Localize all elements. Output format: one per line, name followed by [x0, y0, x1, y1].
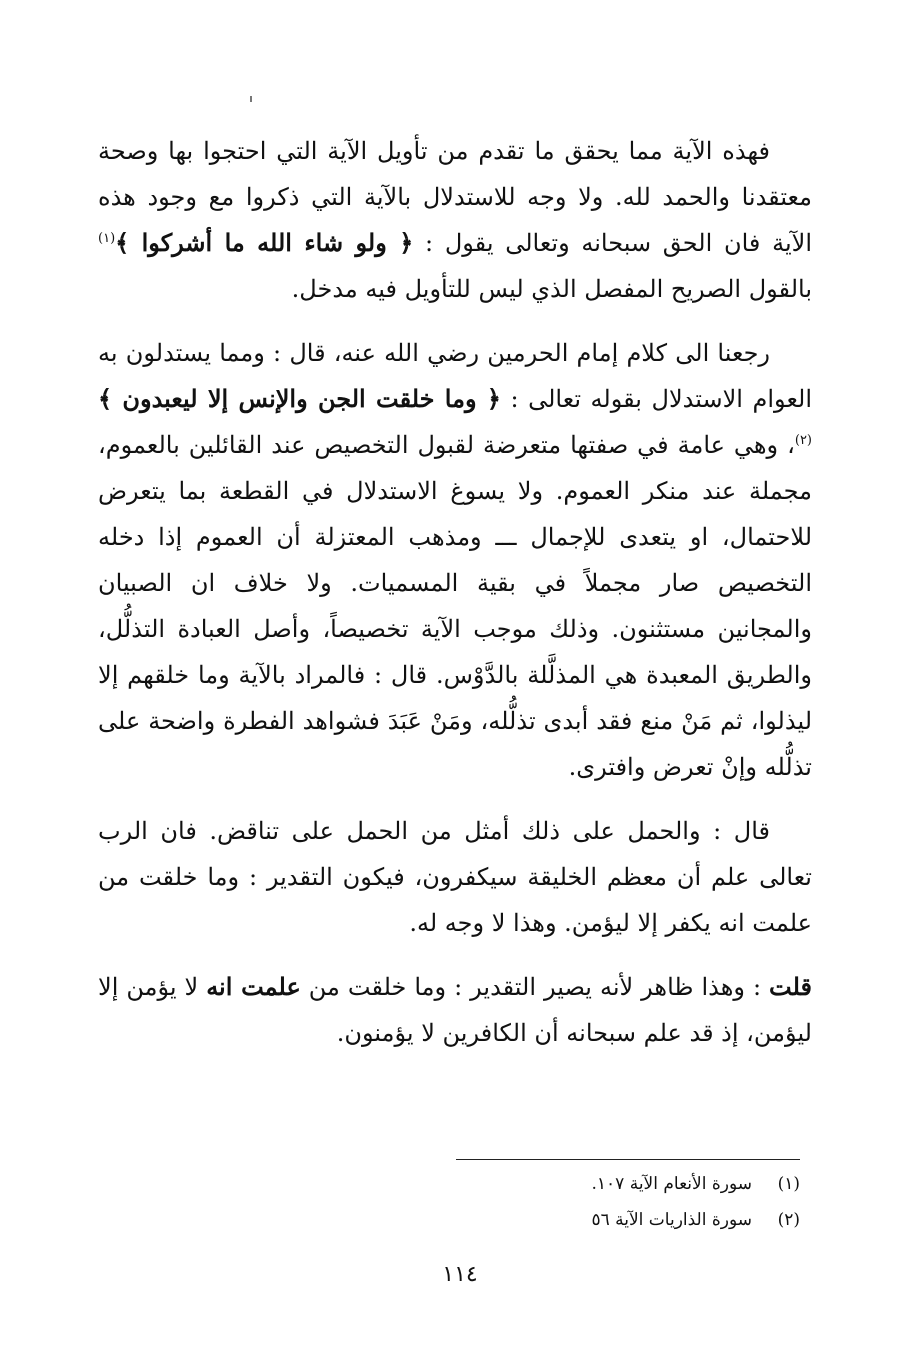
text-run: لا يؤمن إلا ليؤمن، إذ قد علم سبحانه أن الكافرين لا يؤمنون.	[98, 973, 812, 1047]
scan-speck	[250, 96, 252, 102]
footnote-ref: (٢)	[794, 433, 812, 448]
text-run: ، وهي عامة في صفتها متعرضة لقبول التخصيص عند القائلين بالعموم، مجملة عند منكر العموم. ولا يسوغ الاستدلال في القطعة بما يتعرض للاحتمال، او يتعدى للإجمال ـــ ومذهب المعتزلة أن العموم إذا دخله التخصيص صار مجملاً في بقية المسميات. ولا خلاف ان الصبيان والمجانين مستثنون. وذلك موجب الآية تخصيصاً، وأصل العبادة التذلُّل، والطريق المعبدة هي المذلَّلة بالدَّوْس. قال : فالمراد بالآية وما خلقهم إلا ليذلوا، ثم مَنْ منع فقد أبدى تذلُّله، ومَنْ عَبَدَ فشواهد الفطرة واضحة على تذلُّله وإنْ تعرض وافترى.	[98, 431, 812, 781]
emphasized-text: قلت	[769, 972, 812, 1001]
text-run: بالقول الصريح المفصل الذي ليس للتأويل فيه مدخل.	[291, 275, 812, 303]
paragraph	[98, 128, 812, 312]
text-run: قال : والحمل على ذلك أمثل من الحمل على تناقض. فان الرب تعالى علم أن معظم الخليقة سيكفرون، فيكون التقدير : وما خلقت من علمت انه يكفر إلا ليؤمن. وهذا لا وجه له.	[98, 817, 812, 937]
emphasized-text: ﴿ ولو شاء الله ما أشركوا ﴾	[115, 228, 414, 257]
footnote-text: سورة الأنعام الآية ١٠٧.	[591, 1174, 752, 1194]
footnotes	[456, 1166, 800, 1238]
text-run: رجعنا الى كلام إمام الحرمين رضي الله عنه، قال : ومما يستدلون به العوام الاستدلال بقوله تعالى :	[98, 339, 812, 413]
footnote-text: سورة الذاريات الآية ٥٦	[591, 1210, 752, 1230]
footnote-ref: (١)	[98, 231, 116, 246]
emphasized-text: علمت انه	[206, 972, 301, 1001]
footnote-separator	[456, 1159, 800, 1160]
main-text	[98, 128, 812, 1074]
paragraph	[98, 808, 812, 946]
footnote-1	[456, 1166, 800, 1202]
text-run: : وهذا ظاهر لأنه يصير التقدير : وما خلقت من	[300, 973, 770, 1001]
footnote-number: (١)	[777, 1174, 800, 1194]
page-number: ١١٤	[442, 1262, 478, 1287]
text-run: فهذه الآية مما يحقق ما تقدم من تأويل الآية التي احتجوا بها وصحة معتقدنا والحمد لله. ولا وجه للاستدلال بالآية التي ذكروا مع وجود هذه الآية فان الحق سبحانه وتعالى يقول :	[98, 137, 812, 257]
paragraph	[98, 964, 812, 1056]
footnote-2	[456, 1202, 800, 1238]
emphasized-text: ﴿ وما خلقت الجن والإنس إلا ليعبدون ﴾	[98, 384, 501, 413]
paragraph	[98, 330, 812, 790]
footnote-number: (٢)	[777, 1210, 800, 1230]
